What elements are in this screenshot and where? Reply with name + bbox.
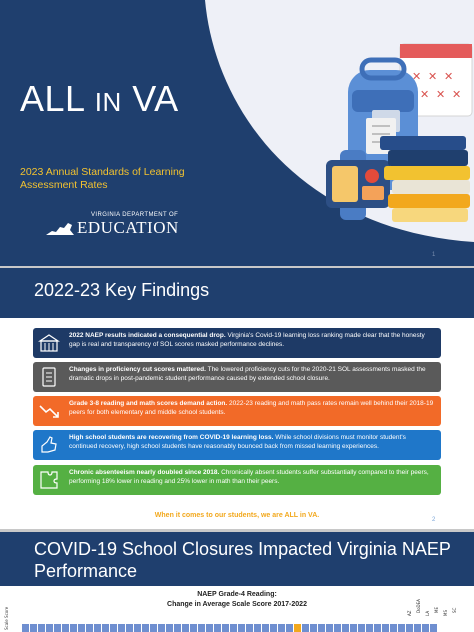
books-stack-icon: [380, 136, 470, 222]
svg-text:✕: ✕: [452, 88, 462, 101]
chart-state-label: SC: [452, 607, 457, 613]
page-number-2: 2: [432, 517, 436, 523]
chart-bar: [78, 624, 85, 632]
chart-bar: [54, 624, 61, 632]
chart-bar: [310, 624, 317, 632]
logo-small-text: VIRGINIA DEPARTMENT OF: [91, 212, 179, 218]
chart-title-line1: NAEP Grade-4 Reading:: [197, 591, 277, 598]
chart-bar: [430, 624, 437, 632]
chart-bar: [206, 624, 213, 632]
chart-bar: [238, 624, 245, 632]
chart-state-label: LA: [425, 610, 430, 616]
chart-bar: [182, 624, 189, 632]
chart-bar: [86, 624, 93, 632]
chart-bar: [142, 624, 149, 632]
chart-state-label: AZ: [407, 610, 412, 616]
chart-bar: [406, 624, 413, 632]
chart-bar: [358, 624, 365, 632]
title-all: ALL: [20, 78, 85, 119]
chart-bar: [38, 624, 45, 632]
virginia-state-shape-icon: [46, 222, 74, 236]
chart-bar: [294, 624, 301, 632]
chart-bar: [158, 624, 165, 632]
svg-text:✕: ✕: [436, 88, 446, 101]
chart-bar: [254, 624, 261, 632]
finding-1-text: Virginia's Covid-19 learning loss ranking made clear that the honesty gap is real and transparency of SOL scores masked performance declines.: [69, 332, 425, 348]
chart-bar: [94, 624, 101, 632]
chart-title-line2: Change in Average Scale Score 2017-2022: [167, 601, 307, 608]
chart-bar: [246, 624, 253, 632]
chart-bar: [270, 624, 277, 632]
chart-bar: [414, 624, 421, 632]
chart-bar: [230, 624, 237, 632]
chart-bar: [334, 624, 341, 632]
naep-bar-chart: [0, 586, 474, 632]
chart-state-label: ME: [434, 607, 439, 613]
chart-bar: [422, 624, 429, 632]
svg-text:✕: ✕: [428, 70, 438, 83]
chart-bar: [302, 624, 309, 632]
chart-bar: [342, 624, 349, 632]
finding-3-bold: Grade 3-8 reading and math scores demand action.: [69, 400, 228, 407]
checklist-icon: [38, 366, 60, 388]
chart-bar: [262, 624, 269, 632]
finding-2-bold: Changes in proficiency cut scores mattered.: [69, 366, 206, 373]
hand-up-icon: [38, 434, 60, 456]
presentation-title: [20, 78, 179, 120]
finding-4-text: While school divisions must monitor student's continued recovery, high school students have reasonably bounced back from missed learning experiences.: [69, 434, 406, 450]
chart-bar: [190, 624, 197, 632]
finding-absenteeism: [33, 465, 441, 495]
chart-bar: [22, 624, 29, 632]
chart-bar: [62, 624, 69, 632]
chart-bar: [198, 624, 205, 632]
chart-state-label: DoDEA: [416, 599, 421, 613]
vdoe-logo: [46, 212, 179, 237]
lunchbox-icon: [326, 160, 390, 208]
finding-5-text: Chronically absent students suffer substantially compared to their peers, performing 18% lower in reading and 25% lower in math than their peers.: [69, 469, 429, 485]
svg-text:✕: ✕: [412, 70, 422, 83]
svg-text:✕: ✕: [420, 88, 430, 101]
chart-bar: [118, 624, 125, 632]
trend-down-icon: [38, 400, 60, 422]
chart-state-label: MS: [443, 610, 448, 616]
school-building-icon: [38, 332, 60, 354]
naep-slide-title: COVID-19 School Closures Impacted Virginia NAEP Performance: [34, 539, 451, 581]
title-va: VA: [132, 78, 179, 119]
page-number-1: 1: [432, 252, 436, 258]
chart-bar: [350, 624, 357, 632]
puzzle-icon: [38, 469, 60, 491]
chart-bar: [102, 624, 109, 632]
chart-bar: [278, 624, 285, 632]
chart-bar: [150, 624, 157, 632]
chart-bar: [382, 624, 389, 632]
chart-bar: [326, 624, 333, 632]
finding-3-text: 2022-23 reading and math pass rates remain well behind their 2018-19 peers for both elementary and middle school students.: [69, 400, 434, 416]
chart-bar: [126, 624, 133, 632]
chart-bar: [366, 624, 373, 632]
chart-bar: [214, 624, 221, 632]
finding-1-bold: 2022 NAEP results indicated a consequential drop.: [69, 332, 226, 339]
chart-bar: [390, 624, 397, 632]
chart-bar: [318, 624, 325, 632]
chart-bar: [174, 624, 181, 632]
all-in-va-tagline: When it comes to our students, we are ALL in VA.: [154, 512, 320, 519]
finding-high-school: [33, 430, 441, 460]
title-in: IN: [94, 87, 122, 117]
svg-text:✕: ✕: [444, 70, 454, 83]
chart-bar: [30, 624, 37, 632]
logo-big-text: EDUCATION: [77, 218, 179, 237]
chart-bar: [110, 624, 117, 632]
chart-y-axis-label: Scale Score: [4, 606, 9, 630]
chart-bar: [398, 624, 405, 632]
findings-title: 2022-23 Key Findings: [34, 280, 210, 300]
chart-bar: [166, 624, 173, 632]
finding-2-text: The lowered proficiency cuts for the 2020-21 SOL assessments masked the dramatic drops in post-pandemic student performance caused by extended school closure.: [69, 366, 426, 382]
chart-bar: [222, 624, 229, 632]
chart-bar: [46, 624, 53, 632]
chart-bar: [374, 624, 381, 632]
finding-grade-3-8: [33, 396, 441, 426]
title-slide: [0, 0, 474, 266]
chart-bar: [286, 624, 293, 632]
presentation-subtitle: 2023 Annual Standards of Learning Assessment Rates: [20, 166, 185, 191]
chart-bar: [134, 624, 141, 632]
finding-naep-drop: [33, 328, 441, 358]
chart-bar: [70, 624, 77, 632]
finding-cut-scores: [33, 362, 441, 392]
finding-4-bold: High school students are recovering from COVID-19 learning loss.: [69, 434, 274, 441]
finding-5-bold: Chronic absenteeism nearly doubled since 2018.: [69, 469, 220, 476]
